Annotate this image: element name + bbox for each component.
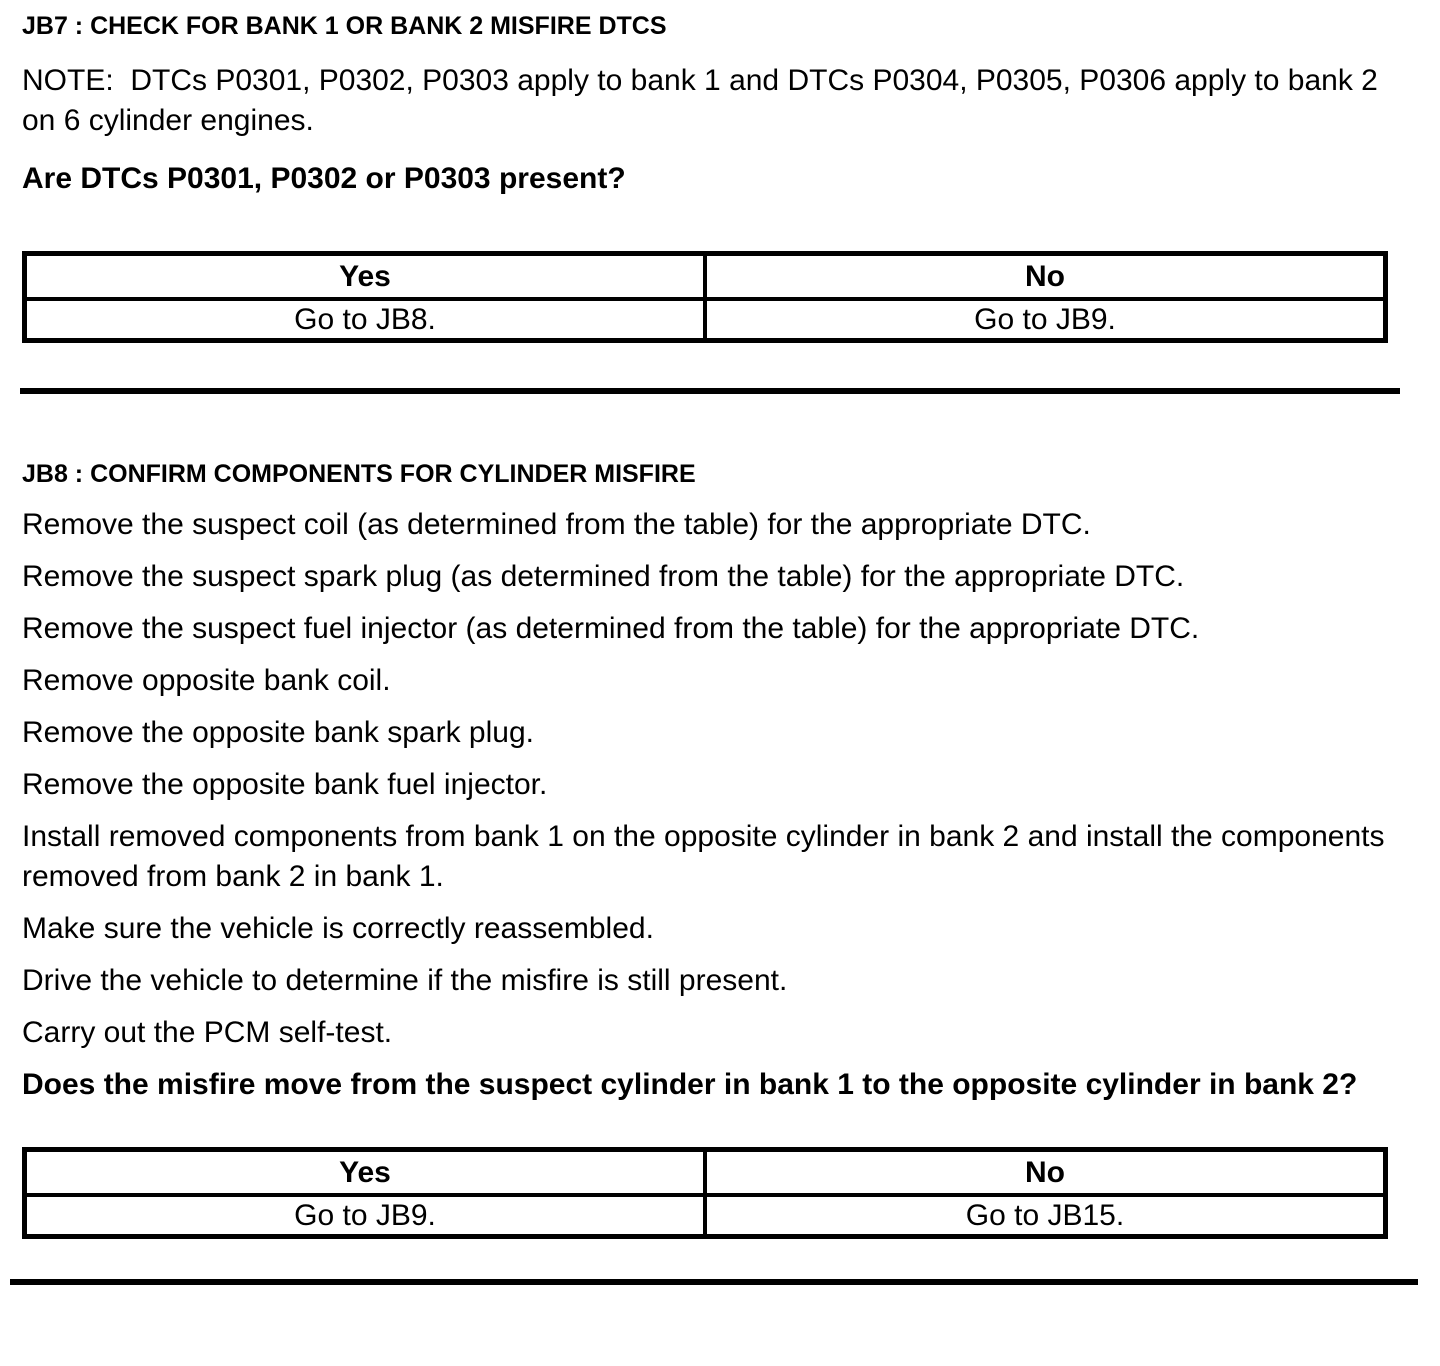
no-header-cell: No — [705, 254, 1386, 300]
no-action-cell: Go to JB9. — [705, 299, 1386, 341]
instruction-line: Remove the suspect fuel injector (as determined from the table) for the appropriate DTC. — [22, 612, 1200, 645]
yes-action-cell: Go to JB9. — [25, 1195, 706, 1237]
instruction-line: Make sure the vehicle is correctly reassembled. — [22, 912, 654, 945]
instruction-line: Remove the suspect spark plug (as determined from the table) for the appropriate DTC. — [22, 560, 1185, 593]
instruction-line: Remove the opposite bank spark plug. — [22, 716, 534, 749]
yes-header-cell: Yes — [25, 254, 706, 300]
instruction-line: Remove opposite bank coil. — [22, 664, 391, 697]
yes-action-cell: Go to JB8. — [25, 299, 706, 341]
step-jb8-question: Does the misfire move from the suspect cylinder in bank 1 to the opposite cylinder in bank 2? — [22, 1068, 1358, 1101]
instruction-line: Remove the suspect coil (as determined from the table) for the appropriate DTC. — [22, 508, 1091, 541]
table-header-row — [25, 254, 1386, 300]
instruction-line: Install removed components from bank 1 on the opposite cylinder in bank 2 and install the components removed from bank 2 in bank 1. — [22, 820, 1385, 893]
step-jb7-question: Are DTCs P0301, P0302 or P0303 present? — [22, 162, 626, 195]
table-action-row — [25, 299, 1386, 341]
instruction-line: Carry out the PCM self-test. — [22, 1016, 393, 1049]
section-divider — [20, 388, 1400, 394]
yes-header-cell: Yes — [25, 1150, 706, 1196]
step-jb8-heading: JB8 : CONFIRM COMPONENTS FOR CYLINDER MISFIRE — [22, 460, 696, 488]
table-action-row — [25, 1195, 1386, 1237]
instruction-line: Drive the vehicle to determine if the misfire is still present. — [22, 964, 788, 997]
step-jb7-note: NOTE: DTCs P0301, P0302, P0303 apply to bank 1 and DTCs P0304, P0305, P0306 apply to bank 2 on 6 cylinder engines. — [22, 64, 1378, 137]
instruction-line: Remove the opposite bank fuel injector. — [22, 768, 548, 801]
step-jb7-yes-no-table — [22, 251, 1388, 343]
step-jb8-yes-no-table — [22, 1147, 1388, 1239]
no-action-cell: Go to JB15. — [705, 1195, 1386, 1237]
step-jb7-section — [22, 13, 1388, 343]
table-header-row — [25, 1150, 1386, 1196]
step-jb8-section — [22, 461, 1388, 1239]
step-jb7-heading: JB7 : CHECK FOR BANK 1 OR BANK 2 MISFIRE DTCS — [22, 12, 667, 40]
no-header-cell: No — [705, 1150, 1386, 1196]
page-end-divider — [10, 1279, 1418, 1285]
